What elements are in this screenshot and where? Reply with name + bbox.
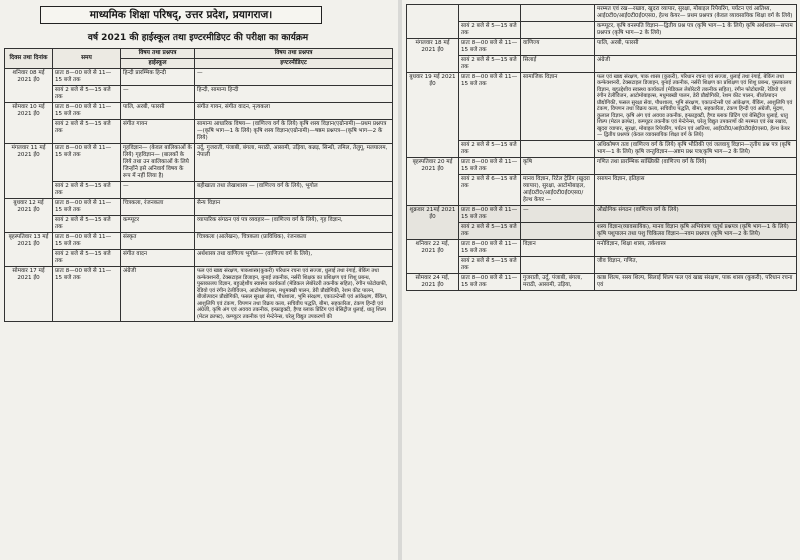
table-row [5,120,393,144]
time-cell: सायं 2 बजे से 5—15 बजे तक [53,250,121,267]
hs-cell [521,21,595,38]
table-row [407,273,797,290]
inter-cell: मनोविज्ञान, शिक्षा शास्त्र, तर्कशास्त्र [595,239,797,256]
inter-cell: काष्ठ शिल्प, सस्य शिल्प, सिलाई शिल्प फल एवं खाद्य संरक्षण, पाक शास्त्र (कुकरी), परिधान रचना एवं [595,273,797,290]
table-row [5,267,393,322]
inter-cell: गणित तथा प्रारम्भिक सांख्यिकी (वाणिज्य वर्ग के लिये) [595,157,797,174]
schedule-table-right [406,4,797,291]
time-cell: सायं 2 बजे से 5—15 बजे तक [53,120,121,144]
header-intermediate: इण्टरमीडिएट [195,59,393,69]
time-cell: प्रातः 8—00 बजे से 11—15 बजे तक [459,273,521,290]
day-cell: सोमवार 10 मई 2021 ई0 [5,103,53,144]
day-cell: सोमवार 17 मई 2021 ई0 [5,267,53,322]
table-row [407,5,797,22]
inter-cell: सैन्य विज्ञान [195,199,393,216]
hs-cell: हिन्दी प्रारम्भिक हिन्दी [121,69,195,86]
inter-cell: कम्प्यूटर, कृषि वनस्पति विज्ञान—द्वितीय प्रश्न पत्र (कृषि भाग—1 के लिये) कृषि अर्थशास्त्र—सप्तम प्रश्नपत्र (कृषि भाग—2 के लिये) [595,21,797,38]
table-row [407,256,797,273]
table-row [5,182,393,199]
inter-cell: चित्रकला (आलेखन), चित्रकला (प्राविधिक), रंजनकला [195,233,393,250]
time-cell: सायं 2 बजे से 5—15 बजे तक [459,55,521,72]
inter-cell: — [195,69,393,86]
hs-cell [521,256,595,273]
time-cell: प्रातः 8—00 बजे से 11—15 बजे तक [459,72,521,140]
table-row [5,86,393,103]
inter-cell: रसायन विज्ञान, इतिहास [595,174,797,205]
time-cell: प्रातः 8—00 बजे से 11—15 बजे तक [53,144,121,182]
day-cell: मंगलवार 11 मई 2021 ई0 [5,144,53,199]
hs-cell: गृहविज्ञान— (केवल बालिकाओं के लिये) गृहविज्ञान— (बालकों के लिये तथा उन बालिकाओं के लिये जिन्होंने इसे अनिवार्य विषय के रूप में नहीं लिया है) [121,144,195,182]
day-cell: शनिवार 08 मई 2021 ई0 [5,69,53,103]
day-cell [407,5,459,39]
table-row [407,21,797,38]
table-row [5,216,393,233]
hs-cell: वाणिज्य [521,38,595,55]
day-cell: बुधवार 19 मई 2021 ई0 [407,72,459,157]
inter-cell: औद्योगिक संगठन (वाणिज्य वर्ग के लिये) [595,205,797,222]
time-cell: सायं 2 बजे से 5—15 बजे तक [53,86,121,103]
inter-cell: फल एवं खाद्य संरक्षण, पाकशास्त्र(कुकरी) परिधान रचना एवं सज्जा, धुलाई तथा रंगाई, बेकिंग तथा कन्फेक्शनरी, टेक्सटाइल डिजाइन, बुनाई तकनीक, नर्सरी शिक्षक का प्रशिक्षण एवं शिशु प्रबन्ध, पुस्तकालय विज्ञान, बहुउद्देशीय स्वास्थ्य कार्यकर्ता (मेडिकल लेबोरेटरी तकनीक सहित), रंगीन फोटोग्राफी, रेडियो एवं रंगीन टेलीविजन, आटोमोबाइल्स, मधुमक्खी पालन, डेरी प्रौद्योगिकी, रेशम कीट पालन, बीजोत्पादन प्रौद्योगिकी, फसल सुरक्षा सेवा, पौधशाला, भूमि संरक्षण, एकाउन्टेन्सी एवं आंकेक्षण, बैंकिंग, आशुलिपि एवं टंकण, विपणन तथा विक्रय कला, सचिवीय पद्धति, बीमा, सहकारिता, टंकण हिन्दी एवं अंग्रेजी, कृषि अंग एवं अवयव तकनीक, इन्फ्राड्रक्टी, हैण्ड ब्लाक प्रिंटिंग एवं बेसिट्रीज धुलाई, धातु शिल्प (मेटल क्राफ्ट), कम्प्यूटर तकनीक एवं मेन्टेनेन्स, घरेलू विद्युत उपकरणों की [195,267,393,322]
right-page [402,0,800,560]
board-title: माध्यमिक शिक्षा परिषद्, उत्तर प्रदेश, प्रयागराज। [40,6,322,24]
table-row [407,205,797,222]
table-row [407,239,797,256]
inter-cell: फल एवं खाद्य संरक्षण, पाक शास्त्र (कुकरी), परिधान रचना एवं सज्जा, धुलाई तथा रंगाई, बेकिंग तथा कन्फेक्शनरी, टेक्सटाइल डिजाइन, बुनाई तकनीक, नर्सरी शिक्षण का प्रशिक्षण एवं शिशु प्रबन्ध, पुस्तकालय विज्ञान, बहुउद्देशीय स्वास्थ्य कार्यकर्ता (मेडिकल लेबोरेटरी तकनीक सहित), रंगीन फोटोग्राफी, रेडियो एवं रंगीन टेलीविजन, आटोमोबाइल्स, मधुमक्खी पालन, डेरी प्रौद्योगिकी, रेशम कीट पालन, बीजोत्पादन प्रौद्योगिकी, फसल सुरक्षा सेवा, पौधशाला, भूमि संरक्षण, एकाउन्टेन्सी एवं आंकेक्षण, बैंकिंग, आशुलिपि एवं टंकण, विपणन तथा विक्रय कला, सचिवीय पद्धति, बीमा, सहकारिता, टंकण हिन्दी एवं अंग्रेजी, मुद्रण, कुलाल विज्ञान, कृषि अंग एवं अवयव तकनीक, इन्फ्राड्रक्टी, हैण्ड ब्लाक प्रिंटिंग एवं बेसिट्रीज धुलाई, धातु शिल्प (मेटल क्राफ्ट), कम्प्यूटर तकनीक एवं मेन्टेनेन्स, घरेलू विद्युत उपकरणों की मरम्मत एवं रख रखाव, खुदरा व्यापार, सुरक्षा, मोबाइल रिपेयरिंग, पर्यटन एवं आतिथ्य, आई0टी0/आई0टी0ई0एस0, हेल्थ केयर— द्वितीय प्रश्नपत्र (केवल व्यावसायिक शिक्षा वर्ग के लिये) [595,72,797,140]
table-row [407,157,797,174]
time-cell: प्रातः 8—00 बजे से 11—15 बजे तक [459,239,521,256]
inter-cell: सामान्य आधारिक विषय— (वाणिज्य वर्ग के लिये) कृषि शस्य विज्ञान(एग्रोनामी)—प्रथम प्रश्नपत्र—(कृषि भाग—1 के लिये) कृषि शस्य विज्ञान(एग्रोनामी)—षष्ठम प्रश्नपत्र—(कृषि भाग—2 के लिये) [195,120,393,144]
header-hs-group: विषय तथा प्रश्नपत्र [121,49,195,59]
hs-cell: अंग्रेजी [121,267,195,322]
day-cell: बुधवार 12 मई 2021 ई0 [5,199,53,233]
time-cell: सायं 2 बजे से 6—15 बजे तक [459,174,521,205]
table-row [407,174,797,205]
table-row [5,233,393,250]
time-cell: सायं 2 बजे से 5—15 बजे तक [53,216,121,233]
table-row [407,55,797,72]
table-row [5,69,393,86]
header-highschool: हाईस्कूल [121,59,195,69]
hs-cell: कम्प्यूटर [121,216,195,233]
table-row [407,140,797,157]
hs-cell: सामाजिक विज्ञान [521,72,595,140]
hs-cell [521,140,595,157]
time-cell: प्रातः 8—00 बजे से 11—15 बजे तक [53,267,121,322]
inter-cell: अंग्रेजी [595,55,797,72]
day-cell: मंगलवार 18 मई 2021 ई0 [407,38,459,72]
table-row [5,250,393,267]
header-time: समय [53,49,121,69]
time-cell: सायं 2 बजे से 5—15 बजे तक [459,140,521,157]
hs-cell [521,5,595,22]
inter-cell: पालि, अरबी, फारसी [595,38,797,55]
day-cell: शुक्रवार 21मई 2021 ई0 [407,205,459,239]
time-cell: प्रातः 8—00 बजे से 11—15 बजे तक [459,157,521,174]
hs-cell [521,222,595,239]
hs-cell: — [121,86,195,103]
table-row [407,222,797,239]
time-cell: सायं 2 बजे से 5—15 बजे तक [53,182,121,199]
header-inter-group: विषय तथा प्रश्नपत्र [195,49,393,59]
inter-cell: जीव विज्ञान, गणित, [595,256,797,273]
inter-cell: बहीखाता तथा लेखाशास्त्र — (वाणिज्य वर्ग के लिये), भूगोल [195,182,393,199]
time-cell: प्रातः 8—00 बजे से 11—15 बजे तक [53,199,121,216]
hs-cell: संस्कृत [121,233,195,250]
hs-cell: — [121,182,195,199]
time-cell: सायं 2 बजे से 5—15 बजे तक [459,222,521,239]
time-cell: प्रातः 8—00 बजे से 11—15 बजे तक [459,205,521,222]
hs-cell: सिलाई [521,55,595,72]
inter-cell: अर्थशास्त्र तथा वाणिज्य भूगोल— (वाणिज्य वर्ग के लिये), [195,250,393,267]
hs-cell: — [521,205,595,222]
inter-cell: मरम्मत एवं रख—रखाव, खुदरा व्यापार, सुरक्षा, मोबाइल रिपेयरिंग, पर्यटन एवं आतिथ्य, आई0टी0/आई0टी0ई0एस0, हेल्थ केयर— प्रथम प्रश्नपत्र (केवल व्यावसायिक शिक्षा वर्ग के लिये) [595,5,797,22]
day-cell: सोमवार 24 मई, 2021 ई0 [407,273,459,290]
hs-cell: मानव विज्ञान, रिटेल ट्रेडिंग (खुदरा व्यापार), सुरक्षा, आटोमोबाइल, आई0टी0/आई0टी0ई0एस0/हेल्थ केयर — [521,174,595,205]
hs-cell: कृषि [521,157,595,174]
exam-schedule-subtitle: वर्ष 2021 की हाईस्कूल तथा इण्टरमीडिएट की परीक्षा का कार्यक्रम [87,33,309,43]
table-row [5,103,393,120]
time-cell: प्रातः 8—00 बजे से 11—15 बजे तक [53,103,121,120]
inter-cell: शस्य विज्ञान(व्यावसायिक), मानव विज्ञान कृषि अभियंत्रण चतुर्थ प्रश्नपत्र (कृषि भाग—1 के लिये) कृषि पशुपालन तथा पशु चिकित्सा विज्ञान—नवम प्रश्नपत्र (कृषि भाग—2 के लिये) [595,222,797,239]
time-cell: सायं 2 बजे से 5—15 बजे तक [459,21,521,38]
day-cell: बृहस्पतिवार 13 मई 2021 ई0 [5,233,53,267]
hs-cell: चित्रकला, रंजनकला [121,199,195,216]
hs-cell: विज्ञान [521,239,595,256]
time-cell: सायं 2 बजे से 5—15 बजे तक [459,256,521,273]
time-cell: प्रातः 8—00 बजे से 11—15 बजे तक [459,38,521,55]
inter-cell: उर्दू, गुजराती, पंजाबी, बंगला, मराठी, आसामी, उड़िया, कन्नड़, सिन्धी, तमिल, तेलुगू, मलयालम, नेपाली [195,144,393,182]
table-row [5,144,393,182]
hs-cell: संगीत वादन [121,250,195,267]
left-page [0,0,398,560]
table-row [407,72,797,140]
hs-cell: संगीत गायन [121,120,195,144]
schedule-table-left [4,48,393,322]
table-row [5,199,393,216]
header-day: दिवस तथा दिनांक [5,49,53,69]
inter-cell: व्यापारिक संगठन एवं पत्र व्यवहार— (वाणिज्य वर्ग के लिये), गृह विज्ञान, [195,216,393,233]
day-cell: शनिवार 22 मई, 2021 ई0 [407,239,459,273]
time-cell: प्रातः 8—00 बजे से 11—15 बजे तक [53,69,121,86]
inter-cell: संगीत गायन, संगीत वादन, नृत्यकला [195,103,393,120]
time-cell: प्रातः 8—00 बजे से 11—15 बजे तक [53,233,121,250]
day-cell: बृहस्पतिवार 20 मई 2021 ई0 [407,157,459,205]
inter-cell: हिन्दी, सामान्य हिन्दी [195,86,393,103]
hs-cell: पालि, अरबी, फारसी [121,103,195,120]
time-cell [459,5,521,22]
inter-cell: अधिकोषण तत्व (वाणिज्य वर्ग के लिये) कृषि भौतिकी एवं जलवायु विज्ञान—तृतीय प्रश्न पत्र (कृषि भाग—1 के लिये) कृषि जन्तुविज्ञान—अष्टम प्रश्न पत्र(कृषि भाग—2 के लिये) [595,140,797,157]
table-row [407,38,797,55]
hs-cell: गुजराती, उर्दू, पंजाबी, बंगला, मराठी, आसामी, उड़िया, [521,273,595,290]
